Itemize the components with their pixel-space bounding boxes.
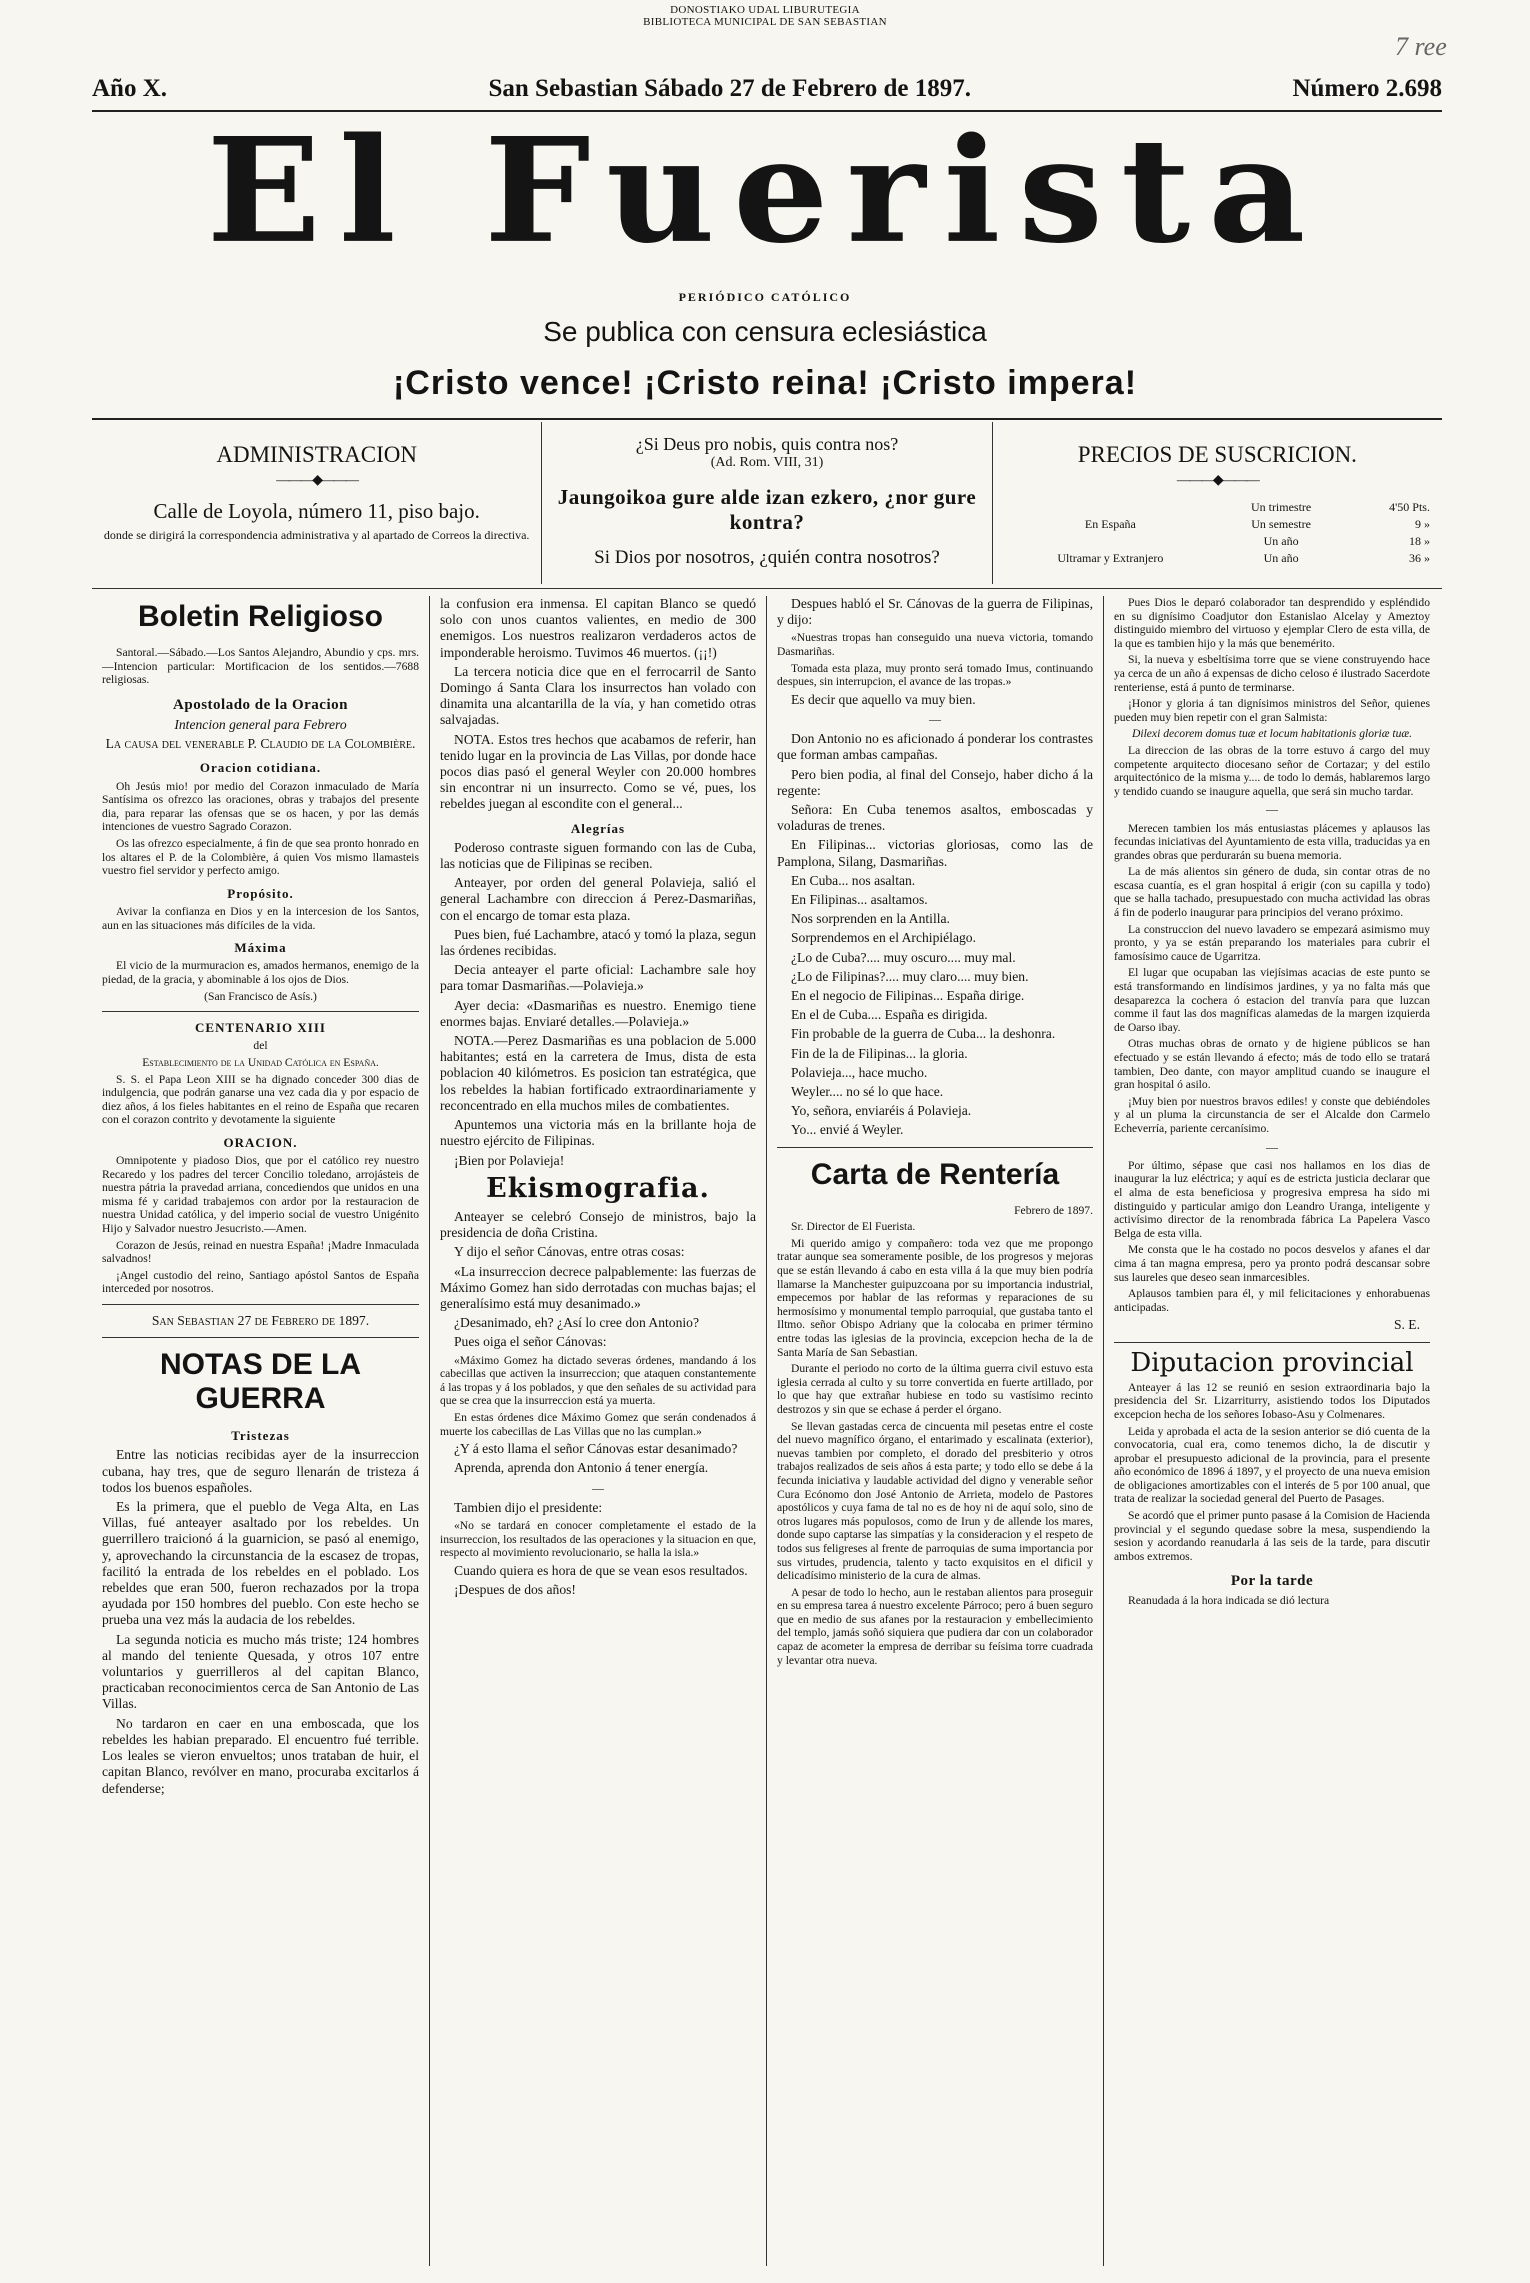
article-paragraph: Reanudada á la hora indicada se dió lectura	[1128, 1593, 1330, 1607]
oracion-heading: ORACION.	[223, 1134, 298, 1150]
column-2	[429, 596, 766, 2266]
letter-paragraph: La de más alientos sin género de duda, sin contar otras de no escasa cuantía, es el gran hospital á erigir (con su capilla y todo) que se halla tachado, presupuestado con mucha actividad las obras á fin de poderlo inaugurar para principios del verano próximo.	[1114, 865, 1430, 920]
administration-title: ADMINISTRACION	[216, 442, 417, 467]
article-paragraph: Cuando quiera es hora de que se vean esos resultados.	[454, 1562, 748, 1578]
article-columns	[92, 596, 1442, 2266]
column-1	[92, 596, 429, 2266]
oracion-text-2: Corazon de Jesús, reinad en nuestra España! ¡Madre Inmaculada salvadnos!	[102, 1238, 419, 1266]
archive-stamp	[0, 4, 1530, 28]
administration-address: Calle de Loyola, número 11, piso bajo.	[153, 499, 480, 523]
section-divider	[102, 1304, 419, 1305]
price-row	[1003, 533, 1432, 550]
latin-quote: Dilexi decorem domus tuæ et locum habitationis gloriæ tuæ.	[1131, 727, 1413, 741]
tristezas-heading: Tristezas	[231, 1428, 290, 1444]
article-paragraph: La tercera noticia dice que en el ferrocarril de Santo Domingo á Santa Clara los insurrectos han volado con dinamita una alcantarilla de la vía, y han cometido otras salvajadas.	[440, 663, 756, 728]
section-divider	[102, 1337, 419, 1338]
letter-paragraph: El lugar que ocupaban las viejísimas acacias de este punto se está transformando en lindísimos jardines, y ya no falta más que desaparezca la cochera ó estacion del tranvía para que luzcan comme il faut las dos magníficas alamedas de la margen izquierda de Oarso ibay.	[1114, 966, 1430, 1034]
oracion-cotidiana-heading: Oracion cotidiana.	[199, 760, 322, 776]
letter-paragraph: A pesar de todo lo hecho, aun le restaban alientos para proseguir en su empresa tarea á nuestro excelente Párroco; pero á buen seguro que en medio de sus afanes por la restauracion y embellecimiento del templo, jamás soñó siquiera que pudiera dar con un colaborador capaz de acometer la empresa de derribar su feísima torre cuadrada y levantar otra nueva.	[777, 1585, 1093, 1667]
handwritten-note: 7 ree	[1395, 32, 1447, 61]
article-paragraph: En Cuba... nos asaltan.	[791, 872, 916, 888]
article-quote: «Máximo Gomez ha dictado severas órdenes, mandando á los cabecillas que activen la insurreccion; que ataquen constantemente á las tropas y á los poblados, y que den señales de su actividad para que se crea que la insurreccion está ya muerta.	[440, 1353, 756, 1408]
section-divider	[777, 1147, 1093, 1148]
article-paragraph: Aprenda, aprenda don Antonio á tener energía.	[454, 1460, 709, 1476]
article-paragraph: Fin de la de Filipinas... la gloria.	[791, 1045, 968, 1061]
article-paragraph: Nos sorprenden en la Antilla.	[791, 911, 950, 927]
archive-stamp-line1: DONOSTIAKO UDAL LIBURUTEGIA	[670, 4, 860, 16]
intencion-line: Intencion general para Febrero	[174, 716, 347, 732]
ornament-divider: ———◆———	[276, 473, 358, 488]
prices-table	[1003, 499, 1432, 567]
price-amount: 18 »	[1408, 534, 1430, 548]
letter-paragraph: ¡Honor y gloria á tan dignísimos ministros del Señor, quienes pueden muy bien repetir con el gran Salmista:	[1114, 697, 1430, 724]
article-paragraph: ¡Despues de dos años!	[454, 1581, 576, 1597]
article-paragraph: Polavieja..., hace mucho.	[791, 1064, 928, 1080]
article-paragraph: Entre las noticias recibidas ayer de la insurreccion cubana, hay tres, que de seguro llenarán de tristeza á todos los buenos españoles.	[102, 1447, 419, 1495]
archive-stamp-line2: BIBLIOTECA MUNICIPAL DE SAN SEBASTIAN	[643, 16, 887, 28]
price-row	[1003, 499, 1432, 516]
article-paragraph: En Filipinas... asaltamos.	[791, 892, 928, 908]
article-paragraph: Poderoso contraste siguen formando con las de Cuba, las noticias que de Filipinas se reciben.	[440, 839, 756, 872]
article-paragraph: ¿Lo de Cuba?.... muy oscuro.... muy mal.	[791, 949, 1016, 965]
article-paragraph: Don Antonio no es aficionado á ponderar los contrastes que forman ambas campañas.	[777, 731, 1093, 763]
article-paragraph: Anteayer á las 12 se reunió en sesion extraordinaria bajo la presidencia del Sr. Lizarriturry, asistiendo todos los Diputados excepcion hecha de los señores Iobaso-Asu y Colmenares.	[1114, 1380, 1430, 1421]
price-amount: 36 »	[1408, 551, 1430, 565]
letter-paragraph: Mi querido amigo y compañero: toda vez que me propongo tratar aunque sea someramente posible, de los progresos y mejoras que se están llevando á cabo en esta villa á la que muy bien podría llamarse la Manchester guipuzcoana por su importancia industrial, empecemos por hablar de las reformas y reparaciones de su hermosísimo y monumental templo parroquial, que gustaba tanto el Iltmo. señor Obispo Adriany que la colocaba en primer término entre todas las iglesias de la provincia, excepcion hecha de la de Santa María de San Sebastian.	[777, 1236, 1093, 1359]
article-paragraph: ¿Lo de Filipinas?.... muy claro.... muy bien.	[791, 968, 1029, 984]
article-paragraph: Anteayer, por orden del general Polavieja, salió el general Lachambre con direccion á Perez-Dasmariñas, con el encargo de tomar esta plaza.	[440, 875, 756, 923]
carta-date: Febrero de 1897.	[1014, 1203, 1093, 1217]
masthead-kicker: PERIÓDICO CATÓLICO	[678, 290, 852, 304]
section-divider	[1114, 1342, 1430, 1343]
motto-box	[541, 422, 992, 584]
letter-paragraph: La construccion del nuevo lavadero se empezará asimismo muy pronto, y ya se están preparando los materiales para cubrir el famosísimo cauce de Ugarritza.	[1114, 922, 1430, 963]
article-paragraph: NOTA.—Perez Dasmariñas es una poblacion de 5.000 habitantes; está en la carretera de Imus, dista de esta poblacion 40 kilómetros. Es posicion tan estratégica, que los rebeldes la habian fortificado extraordinariamente y reconcentrado en ella muchos miles de combatientes.	[440, 1033, 756, 1113]
carta-salutation: Sr. Director de El Fuerista.	[791, 1220, 916, 1234]
article-paragraph: Yo... envié á Weyler.	[791, 1122, 904, 1138]
header-rule-bottom	[92, 588, 1442, 589]
article-paragraph: Pero bien podia, al final del Consejo, haber dicho á la regente:	[777, 766, 1093, 798]
article-paragraph: Decia anteayer el parte oficial: Lachambre sale hoy para tomar Dasmariñas.—Polavieja.»	[440, 962, 756, 994]
letter-paragraph: ¡Muy bien por nuestros bravos ediles! y conste que debiéndoles y al un pluma la circunstancia de ser el Alcalde don Carmelo Echeverría, pariente cercanísimo.	[1114, 1094, 1430, 1135]
price-row	[1003, 550, 1432, 567]
article-paragraph: Es la primera, que el pueblo de Vega Alta, en Las Villas, fué anteayer asaltado por los rebeldes. Un guerrillero traicionó á la guarnicion, se pasó al enemigo, y, aprovechando la circunstancia de la escasez de tropas, facilitó la entrada de los rebeldes en el poblado. Los rebeldes que eran 500, fueron rechazados por la tropa ayudada por 150 hombres del pueblo. Con este hecho se prueba una vez más la audacia de los rebeldes.	[102, 1499, 419, 1628]
article-paragraph: Sorprendemos en el Archipiélago.	[791, 930, 976, 946]
latin-motto: ¿Si Deus pro nobis, quis contra nos?	[635, 434, 899, 454]
price-period: Un semestre	[1251, 517, 1311, 531]
masthead-title: El Fuerista	[206, 106, 1324, 276]
oracion-text-3: ¡Angel custodio del reino, Santiago apóstol Santos de España interceded por nosotros.	[102, 1268, 419, 1296]
boletin-heading: Boletin Religioso	[137, 600, 383, 633]
info-bar	[92, 422, 1442, 584]
article-paragraph: «La insurreccion decrece palpablemente: las fuerzas de Máximo Gomez han sido derrotadas con muchas bajas; el generalísimo está muy desanimado.»	[440, 1263, 756, 1311]
article-quote: «Nuestras tropas han conseguido una nueva victoria, tomando Dasmariñas.	[777, 631, 1093, 658]
censura-line: Se publica con censura eclesiástica	[543, 316, 987, 347]
centenario-text: S. S. el Papa Leon XIII se ha dignado conceder 300 dias de indulgencia, que podrán ganarse una vez cada dia y por espacio de diez años, á los fieles habitantes en el reino de España que recaren con el corazon contrito y devotamente la siguiente	[102, 1072, 419, 1127]
article-paragraph: Leida y aprobada el acta de la sesion anterior se dió cuenta de la convocatoria, cual era, como tenemos dicho, la de discutir y aprobar el presupuesto adicional de la provincia, para el presente año económico de 1896 á 1897, y el proyecto de una nueva emision de obligaciones amortizables con el interés de 5 por 100 anual, que trata de realizar la sociedad general del Puerto de Pasages.	[1114, 1424, 1430, 1506]
article-paragraph: Y dijo el señor Cánovas, entre otras cosas:	[454, 1244, 685, 1260]
carta-renteria-heading: Carta de Rentería	[810, 1157, 1060, 1191]
ornament-divider: ———◆———	[1176, 473, 1258, 488]
basque-motto: Jaungoikoa gure alde izan ezkero, ¿nor gure kontra?	[557, 485, 977, 534]
article-quote: Tomada esta plaza, muy pronto será tomado Imus, continuando despues, sin interrupcion, el avance de las tropas.»	[777, 661, 1093, 689]
column-4	[1103, 596, 1440, 2266]
proposito-text: Avivar la confianza en Dios y en la intercesion de los Santos, aun en las situaciones más difíciles de la vida.	[102, 904, 419, 932]
article-paragraph: La segunda noticia es mucho más triste; 124 hombres al mando del teniente Quesada, y otros 107 entre voluntarios y guerrilleros al del capitan Blanco, practicaban reconocimientos cerca de San Antonio de Las Villas.	[102, 1631, 419, 1712]
short-divider: —	[1266, 802, 1278, 817]
administration-note: donde se dirigirá la correspondencia administrativa y al apartado de Correos la directiva.	[103, 528, 530, 542]
price-region	[1003, 499, 1218, 516]
alegrias-heading: Alegrías	[570, 820, 626, 836]
centenario-sub-2: Establecimiento de la Unidad Católica en España.	[142, 1055, 379, 1069]
santoral-text: Santoral.—Sábado.—Los Santos Alejandro, Abundio y cps. mrs.—Intencion particular: Mortificacion de los sentidos.—7688 religiosas.	[102, 646, 419, 687]
prices-box	[993, 422, 1442, 584]
issue-number: Número 2.698	[1292, 75, 1442, 102]
issue-year: Año X.	[92, 75, 168, 102]
spanish-motto: Si Dios por nosotros, ¿quién contra nosotros?	[594, 547, 940, 568]
price-period: Un año	[1263, 534, 1299, 548]
letter-paragraph: Si, la nueva y esbeltísima torre que se viene construyendo hace ya cerca de un año á expensas de dicho celoso é ilustrado Sacerdote renteriense, está á punto de terminarse.	[1114, 653, 1430, 694]
dateline	[92, 72, 1442, 106]
article-paragraph: En el de Cuba.... España es dirigida.	[791, 1007, 988, 1023]
article-paragraph: En el negocio de Filipinas... España dirige.	[791, 988, 1025, 1004]
article-paragraph: Tambien dijo el presidente:	[454, 1499, 603, 1515]
article-paragraph: Se acordó que el primer punto pasase á la Comision de Hacienda provincial y el segundo quedase sobre la mesa, suspendiendo la sesion y acordando reanudarla á las seis de la tarde, para discutir ambos extremos.	[1114, 1509, 1430, 1563]
article-paragraph: Apuntemos una victoria más en la brillante hoja de nuestro ejército de Filipinas.	[440, 1117, 756, 1149]
maxima-heading: Máxima	[234, 940, 287, 956]
article-paragraph: ¡Bien por Polavieja!	[454, 1152, 565, 1168]
article-quote: En estas órdenes dice Máximo Gomez que serán condenados á muerte los cabecillas de Las Villas que no las cumplan.»	[440, 1410, 756, 1438]
letter-paragraph: Por último, sépase que casi nos hallamos en los dias de inaugurar la luz eléctrica; y aquí es de estricta justicia declarar que el alma de esta beneficiosa y progresiva empresa ha sido mi distinguido y particular amigo don Leandro Uranga, inteligente y activísimo director de la renombrada fábrica La Papelera Vasco Belga de esta villa.	[1114, 1158, 1430, 1240]
article-paragraph: Es decir que aquello va muy bien.	[791, 691, 976, 707]
article-paragraph: Anteayer se celebró Consejo de ministros, bajo la presidencia de doña Cristina.	[440, 1208, 756, 1241]
price-period: Un año	[1263, 551, 1299, 565]
short-divider: —	[1266, 1139, 1278, 1154]
price-amount: 4'50 Pts.	[1389, 500, 1430, 514]
letter-paragraph: Aplausos tambien para él, y mil felicitaciones y enhorabuenas anticipadas.	[1114, 1287, 1430, 1314]
article-quote: «No se tardará en conocer completamente el estado de la insurreccion, los resultados de las operaciones y la situacion en que, respecto al movimiento revolucionario, se halla la isla.»	[440, 1518, 756, 1560]
letter-paragraph: Otras muchas obras de ornato y de higiene públicos se han efectuado y se están llevando á efecto; más de todo ello se tratará tambien, Deo dante, con mayor amplitud cuando se inaugure el gran hospital ó asilo.	[1114, 1037, 1430, 1092]
price-region	[1003, 533, 1218, 550]
letter-paragraph: Me consta que le ha costado no pocos desvelos y afanes el dar cima á tan magna empresa, pero ya pronto podrá descansar sobre sus laureles que deseo sean inmarcesibles.	[1114, 1243, 1430, 1284]
header-rule-top	[92, 418, 1442, 420]
administration-box	[92, 422, 541, 584]
letter-paragraph: Merecen tambien los más entusiastas plácemes y aplausos las fecundas iniciativas del Ayuntamiento de esta villa, traducidas ya en grandes obras que perdurarán su buena memoria.	[1114, 821, 1430, 862]
diputacion-heading: Diputacion provincial	[1130, 1347, 1414, 1378]
proposito-heading: Propósito.	[227, 885, 294, 901]
article-paragraph: Fin probable de la guerra de Cuba... la deshonra.	[791, 1026, 1056, 1042]
article-paragraph: Despues habló el Sr. Cánovas de la guerra de Filipinas, y dijo:	[777, 596, 1093, 628]
article-paragraph: Ayer decia: «Dasmariñas es nuestro. Enemigo tiene enormes bajas. Enviaré detalles.—Polavieja.»	[440, 997, 756, 1029]
article-paragraph: ¿Desanimado, eh? ¿Así lo cree don Antonio?	[454, 1315, 699, 1331]
ekismografia-heading: Ekismografia.	[486, 1172, 710, 1204]
prices-title: PRECIOS DE SUSCRICION.	[1077, 442, 1357, 467]
article-paragraph: Señora: En Cuba tenemos asaltos, emboscadas y voladuras de trenes.	[777, 802, 1093, 834]
motto-line: ¡Cristo vence! ¡Cristo reina! ¡Cristo impera!	[392, 364, 1138, 402]
letter-paragraph: Se llevan gastadas cerca de cincuenta mil pesetas entre el coste del nuevo magnífico órgano, el entarimado y escalinata (exterior), nuevas tambien por completo, el dorado del presbiterio y otros trabajos realizados de seis años á esta parte; y todo ello se debe á la fecunda iniciativa y laudable actividad del digno y venerable señor Cura Ecónomo don José Antonio de Arrieta, modelo de Pastores apostólicos y cuya fama de tal no es de hoy ni de aquí solo, sino de otros lugares más populosos, como de Irun y de allende los mares, donde supo captarse las simpatías y la consideracion y el respeto de todos sus feligreses al frente de parroquias de suma importancia por sus virtudes, prudencia, talento y tacto exquisitos en el dificil y delicadísimo ministerio de la cura de almas.	[777, 1419, 1093, 1583]
article-paragraph: la confusion era inmensa. El capitan Blanco se quedó solo con unos cuantos valientes, en medio de 300 enemigos. Los nuestros realizaron verdaderos actos de imponderable heroismo. Tuvimos 46 muertos. (¡¡!)	[440, 596, 756, 660]
section-divider	[102, 1011, 419, 1012]
bible-reference: (Ad. Rom. VIII, 31)	[710, 455, 824, 470]
apostolado-heading: Apostolado de la Oracion	[173, 696, 348, 713]
article-paragraph: ¿Y á esto llama el señor Cánovas estar desanimado?	[454, 1441, 738, 1457]
letter-signature: S. E.	[1393, 1317, 1420, 1333]
short-divider: —	[929, 711, 941, 726]
letter-paragraph: La direccion de las obras de la torre estuvo á cargo del muy competente arquitecto diocesano señor de Cortazar; y del estilo arquitectónico de la misma y.... de todo lo demás, hablaremos largo y tendido cuando se inaugure aquella, que será sin mucho tardar.	[1114, 743, 1430, 798]
notas-guerra-heading: NOTAS DE LA GUERRA	[159, 1348, 362, 1416]
article-paragraph: Pues oiga el señor Cánovas:	[454, 1334, 607, 1350]
article-paragraph: En Filipinas... victorias gloriosas, como las de Pamplona, Silang, Dasmariñas.	[777, 837, 1093, 869]
oracion-cotidiana-text: Oh Jesús mio! por medio del Corazon inmaculado de María Santísima os ofrezco las oraciones, obras y trabajos del presente dia, para reparar las ofensas que se os hacen, y por las demás intenciones de vuestro Sagrado Corazon.	[102, 779, 419, 834]
letter-paragraph: Durante el periodo no corto de la última guerra civil estuvo esta iglesia cerrada al culto y su torre convertida en fuerte artillado, por lo que hay que extrañar hubiese en todo su vastísimo recinto destrozos y sin que se echase á perder el órgano.	[777, 1362, 1093, 1416]
article-paragraph: NOTA. Estos tres hechos que acabamos de referir, han tenido lugar en la provincia de Las Villas, por donde hace pocos dias pasó el general Weyler con 20.000 hombres sin encontrar ni un insurrecto. Como se vé, pues, los rebeldes juegan al escondite con el general...	[440, 731, 756, 812]
price-amount: 9 »	[1414, 517, 1430, 531]
letter-paragraph: Pues Dios le deparó colaborador tan desprendido y espléndido en su dignísimo Coadjutor don Estanislao Alcelay y Ameztoy distinguido miembro del virtuoso y ejemplar Clero de esta villa, de la que es tambien hijo y la más que benemérito.	[1114, 596, 1430, 650]
article-paragraph: Pues bien, fué Lachambre, atacó y tomó la plaza, segun las órdenes recibidas.	[440, 926, 756, 959]
centenario-sub-1: del	[253, 1039, 268, 1053]
issue-date: San Sebastian Sábado 27 de Febrero de 1897.	[488, 75, 971, 102]
short-divider: —	[592, 1480, 604, 1495]
causa-line: La causa del venerable P. Claudio de la Colombière.	[105, 736, 416, 752]
oracion-text: Omnipotente y piadoso Dios, que por el católico rey nuestro Recaredo y los padres del tercer Concilio toledano, arrojásteis de nuestra pátria la pravedad arriana, concediendos que unidos en una misma fé y caridad trabajemos con ardor por la restauracion de nuestra Unidad católica, y del imperio social de vuestro Unigénito Hijo y Salvador nuestro Jesucristo.—Amen.	[102, 1154, 419, 1236]
price-row	[1003, 516, 1432, 533]
por-la-tarde-heading: Por la tarde	[1230, 1573, 1314, 1590]
article-paragraph: Yo, señora, enviaréis á Polavieja.	[791, 1103, 972, 1119]
article-paragraph: Weyler.... no sé lo que hace.	[791, 1084, 944, 1100]
oracion-cotidiana-text-2: Os las ofrezco especialmente, á fin de que sea pronto honrado en los altares el P. de la Colombière, á quien Vos mismo llamasteis vuestro fiel servidor y perfecto amigo.	[102, 836, 419, 878]
price-period: Un trimestre	[1250, 500, 1312, 514]
dateline-local: San Sebastian 27 de Febrero de 1897.	[151, 1313, 370, 1329]
article-paragraph: No tardaron en caer en una emboscada, que los rebeldes les habian preparado. El encuentro fué terrible. Los leales se vieron envueltos; unos trataban de huir, el capitan Blanco, revólver en mano, procuraba excitarlos á defenderse;	[102, 1715, 419, 1796]
price-region: En España	[1084, 517, 1136, 531]
centenario-heading: CENTENARIO XIII	[195, 1020, 326, 1036]
maxima-text: El vicio de la murmuracion es, amados hermanos, enemigo de la piedad, de la gracia, y abominable á los ojos de Dios.	[102, 959, 419, 986]
price-region: Ultramar y Extranjero	[1057, 551, 1164, 565]
column-3	[766, 596, 1103, 2266]
maxima-source: (San Francisco de Asís.)	[204, 989, 317, 1003]
